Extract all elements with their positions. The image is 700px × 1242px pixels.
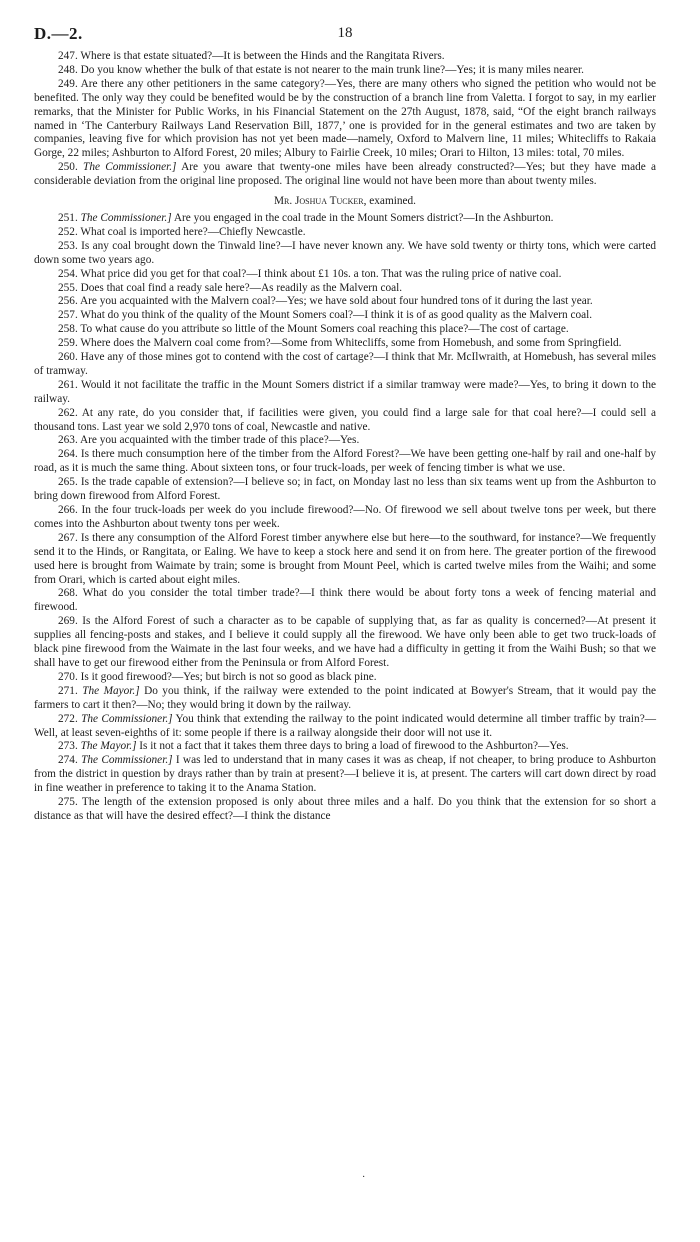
document-body [34, 50, 656, 824]
speaker: The Commissioner.] [83, 161, 177, 174]
paragraph [34, 685, 656, 713]
speaker: The Commissioner.] [81, 754, 173, 767]
paragraph: 264. Is there much consumption here of the timber from the Alford Forest?—We have been getting one-half by rail and one-half by road, as it is much the same thing. About sixteen tons, or four truck-loads, per week of fencing timber is what we use. [34, 448, 656, 475]
page-header [34, 24, 656, 46]
document-reference: D.—2. [34, 24, 83, 43]
paragraph [34, 754, 656, 796]
question-number: 274. [58, 754, 78, 767]
paragraph: 266. In the four truck-loads per week do you include firewood?—No. Of firewood we sell about twelve tons per week, but there comes into the Ashburton about twenty tons per week. [34, 504, 656, 530]
paragraph [34, 740, 656, 754]
paragraph-text: Are you aware that twenty-one miles have been already constructed?—Yes; but they have made a considerable deviation from the original line proposed. The original line would not have been more than about twenty miles. [34, 161, 657, 188]
paragraph-text: I was led to understand that in many cases it was as cheap, if not cheaper, to bring produce to Ashburton from the district in question by drays rather than by train at present?—I believe it is, at present. The carters will cart down direct by road in fine weather in preference to taking it to the Anama Station. [34, 754, 656, 795]
paragraph: 256. Are you acquainted with the Malvern coal?—Yes; we have sold about four hundred tons of it during the last year. [58, 295, 593, 308]
paragraph: 255. Does that coal find a ready sale here?—As readily as the Malvern coal. [58, 281, 403, 294]
paragraph-text: You think that extending the railway to the point indicated would determine all timber traffic by train?—Well, at least seven-eighths of it: some people if there is a railway alongside their door will not use it. [34, 712, 657, 739]
paragraph: 249. Are there any other petitioners in the same category?—Yes, there are many others who signed the petition who would not be benefited. The only way they could be benefited would be by the construction of a branch line from Valetta. I forgot to say, in my earlier remarks, that the Minister for Public Works, in his Financial Statement on the 27th August, 1878, said, “Of the eight branch railways named in ‘The Canterbury Railways Land Reservation Bill, 1877,’ one is provided for in the general estimates and two are taken by companies, leaving five for which provision has not yet been made—namely, Oxford to Malvern line, 11 miles; Whitecliffs to Rakaia Gorge, 22 miles; Ashburton to Alford Forest, 20 miles; Albury to Fairlie Creek, 10 miles; Orari to Hilton, 13 miles: total, 70 miles. [34, 77, 656, 160]
paragraph [34, 713, 656, 741]
page-number: 18 [337, 25, 353, 41]
paragraph: 248. Do you know whether the bulk of that estate is not nearer to the main trunk line?—Yes; it is many miles nearer. [58, 63, 584, 76]
question-number: 250. [58, 161, 78, 174]
question-number: 251. [58, 211, 78, 224]
speaker: The Commissioner.] [81, 712, 173, 725]
paragraph: 270. Is it good firewood?—Yes; but birch is not so good as black pine. [58, 670, 377, 683]
page-mark: · [362, 1172, 366, 1183]
paragraph: 257. What do you think of the quality of the Mount Somers coal?—I think it is of as good quality as the Malvern coal. [58, 309, 593, 322]
paragraph [34, 212, 656, 226]
question-number: 271. [58, 684, 78, 697]
witness-name: Mr. Joshua Tucker, [273, 195, 367, 208]
paragraph: 253. Is any coal brought down the Tinwald line?—I have never known any. We have sold twenty or thirty tons, which were carted down some two years ago. [34, 239, 656, 266]
speaker: The Commissioner.] [80, 211, 172, 224]
paragraph: 263. Are you acquainted with the timber trade of this place?—Yes. [58, 434, 360, 447]
paragraph: 268. What do you consider the total timber trade?—I think there would be about forty tons a week of fencing material and firewood. [34, 587, 656, 614]
document-page [34, 24, 656, 824]
paragraph-text: Do you think, if the railway were extended to the point indicated at Bowyer's Stream, that it would pay the farmers to cart it then?—No; they would bring it down by the railway. [34, 684, 657, 711]
witness-suffix: examined. [369, 195, 417, 208]
paragraph: 258. To what cause do you attribute so little of the Mount Somers coal reaching this place?—The cost of cartage. [58, 323, 569, 336]
paragraph: 260. Have any of those mines got to contend with the cost of cartage?—I think that Mr. McIlwraith, at Homebush, has several miles of tramway. [34, 351, 656, 377]
witness-heading [34, 195, 656, 209]
speaker: The Mayor.] [80, 740, 137, 753]
paragraph: 267. Is there any consumption of the Alford Forest timber anywhere else but here—to the southward, for instance?—We frequently send it to the Hinds, or Rangitata, or Ealing. We have to keep a stock here and send it on from here. The greater portion of the firewood used here is brought from Waimate by train; some is brought from Mount Peel, which is carted twelve miles from the Waihi; and some from Orari, which is carted about eight miles. [34, 531, 656, 586]
paragraph-text: Are you engaged in the coal trade in the Mount Somers district?—In the Ashburton. [173, 211, 554, 224]
paragraph [34, 161, 656, 189]
paragraph: 252. What coal is imported here?—Chiefly Newcastle. [58, 225, 306, 238]
paragraph: 254. What price did you get for that coal?—I think about £1 10s. a ton. That was the ruling price of native coal. [58, 267, 562, 280]
paragraph: 261. Would it not facilitate the traffic in the Mount Somers district if a similar tramway were made?—Yes, to bring it down to the railway. [34, 378, 656, 405]
paragraph: 262. At any rate, do you consider that, if facilities were given, you could find a large sale for that coal here?—I could sell a thousand tons. Last year we sold 2,970 tons of coal, Newcastle and native. [34, 406, 656, 433]
question-number: 272. [58, 712, 78, 725]
paragraph: 247. Where is that estate situated?—It is between the Hinds and the Rangitata Rivers. [58, 50, 445, 62]
paragraph: 265. Is the trade capable of extension?—I believe so; in fact, on Monday last no less than six teams went up from the Ashburton to bring down firewood from Alford Forest. [34, 476, 656, 503]
paragraph-text: Is it not a fact that it takes them three days to bring a load of firewood to the Ashburton?—Yes. [139, 740, 569, 753]
question-number: 273. [58, 740, 78, 753]
speaker: The Mayor.] [82, 684, 140, 697]
paragraph: 269. Is the Alford Forest of such a character as to be capable of supplying that, as far as quality is concerned?—At present it supplies all fencing-posts and stakes, and I believe it could supply all the firewood. We have only been able to get two truck-loads of black pine firewood from the Waimate in the last four weeks, and we have had a difficulty in getting it from the Waihi Bush; so that we shall have to get our firewood either from the Peninsula or from Alford Forest. [34, 615, 656, 669]
paragraph: 259. Where does the Malvern coal come from?—Some from Whitecliffs, some from Homebush, and some from Springfield. [58, 337, 622, 350]
paragraph: 275. The length of the extension proposed is only about three miles and a half. Do you think that the extension for so short a distance as that will have the desired effect?—I think the distance [34, 796, 656, 822]
